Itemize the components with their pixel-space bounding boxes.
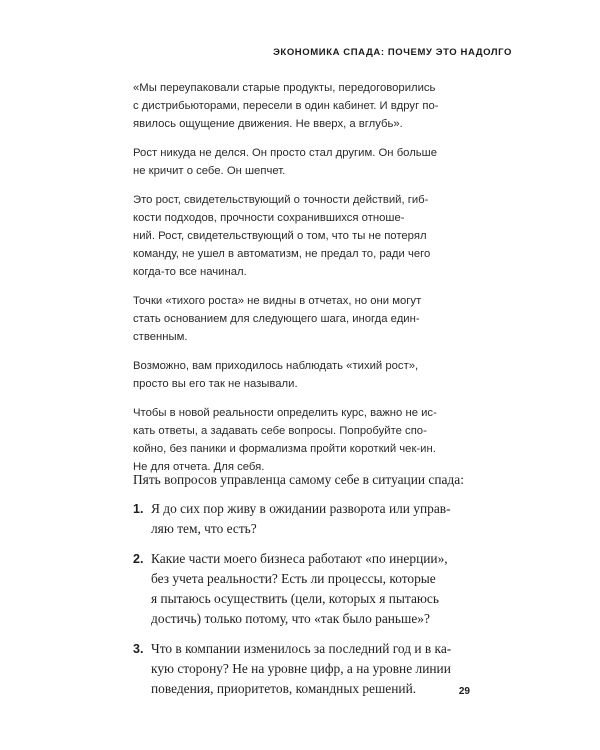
text-line: «Мы переупаковали старые продукты, передоговорились	[133, 82, 436, 94]
text-line: Чтобы в новой реальности определить курс, важно не ис-	[133, 407, 437, 419]
paragraph	[133, 144, 473, 180]
text-line: Рост никуда не делся. Он просто стал другим. Он больше	[133, 147, 438, 159]
text-line: явилось ощущение движения. Не вверх, а вглубь».	[133, 118, 403, 130]
text-line: ний. Рост, свидетельствующий о том, что ты не потерял	[133, 230, 427, 242]
list-item	[133, 549, 478, 629]
text-line: кать ответы, а задавать себе вопросы. Попробуйте спо-	[133, 425, 427, 437]
text-line: я пытаюсь осуществить (цели, которых я пытаюсь	[151, 591, 439, 606]
list-number: 3.	[133, 642, 144, 656]
text-line: кости подходов, прочности сохранившихся отноше-	[133, 212, 405, 224]
text-line: ляю тем, что есть?	[151, 521, 257, 536]
text-line: стать основанием для следующего шага, иногда един-	[133, 313, 420, 325]
list-number: 2.	[133, 552, 144, 566]
text-line: не кричит о себе. Он шепчет.	[133, 165, 286, 177]
list-number: 1.	[133, 502, 144, 516]
paragraph	[133, 404, 473, 476]
text-line: койно, без паники и формализма пройти короткий чек-ин.	[133, 443, 436, 455]
text-line: Возможно, вам приходилось наблюдать «тихий рост»,	[133, 360, 419, 372]
text-line: кую сторону? Не на уровне цифр, а на уровне линии	[151, 661, 451, 676]
text-line: без учета реальности? Есть ли процессы, которые	[151, 571, 436, 586]
text-line: просто вы его так не называли.	[133, 378, 298, 390]
text-line: когда-то все начинал.	[133, 266, 247, 278]
list-item	[133, 639, 478, 699]
text-line: ственным.	[133, 331, 188, 343]
text-line: достичь) только потому, что «так было раньше»?	[151, 611, 430, 626]
text-line: с дистрибьюторами, пересели в один кабинет. И вдруг по-	[133, 100, 439, 112]
paragraph-quote	[133, 79, 473, 133]
text-line: команду, не ушел в автоматизм, не предал то, ради чего	[133, 248, 431, 260]
text-line: Точки «тихого роста» не видны в отчетах, но они могут	[133, 295, 422, 307]
body-text	[133, 79, 473, 487]
paragraph	[133, 357, 473, 393]
text-line: Что в компании изменилось за последний год и в ка-	[151, 641, 452, 656]
page-number: 29	[458, 686, 470, 697]
text-line: Я до сих пор живу в ожидании разворота или управ-	[151, 501, 451, 516]
questions-heading-block	[133, 470, 478, 490]
text-line: Это рост, свидетельствующий о точности действий, гиб-	[133, 194, 429, 206]
questions-list	[133, 499, 478, 709]
questions-heading: Пять вопросов управленца самому себе в ситуации спада:	[133, 472, 464, 487]
text-line: Какие части моего бизнеса работают «по инерции»,	[151, 551, 448, 566]
text-line: поведения, приоритетов, командных решений.	[151, 681, 417, 696]
paragraph	[133, 191, 473, 281]
paragraph	[133, 292, 473, 346]
text-line: Не для отчета. Для себя.	[133, 461, 265, 473]
list-item	[133, 499, 478, 539]
running-header: ЭКОНОМИКА СПАДА: ПОЧЕМУ ЭТО НАДОЛГО	[273, 47, 512, 58]
